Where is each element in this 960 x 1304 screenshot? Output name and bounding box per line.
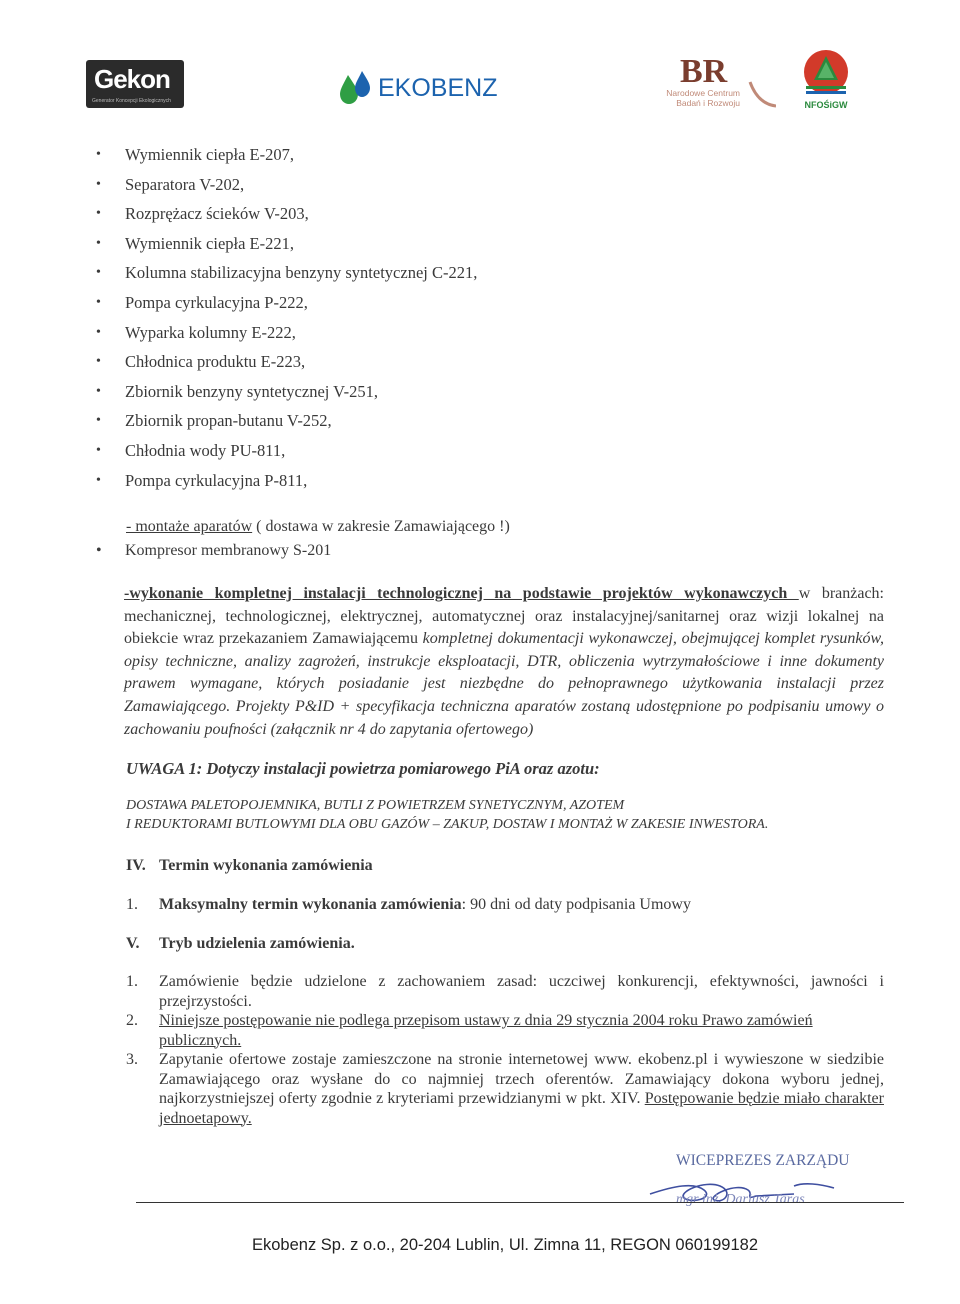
ekobenz-logo-text: EKOBENZ bbox=[378, 73, 498, 102]
list-item: • Wyparka kolumny E-222, bbox=[96, 318, 477, 348]
nfosigw-logo bbox=[796, 46, 856, 112]
gekon-logo bbox=[86, 60, 184, 108]
list-item: • Rozprężacz ścieków V-203, bbox=[96, 199, 477, 229]
divider bbox=[136, 1202, 904, 1203]
footer-address: Ekobenz Sp. z o.o., 20-204 Lublin, Ul. Zimna 11, REGON 060199182 bbox=[252, 1236, 758, 1254]
nfosigw-emblem-icon bbox=[796, 46, 856, 100]
svg-text:BR: BR bbox=[680, 53, 728, 90]
stamp-title: WICEPREZES ZARZĄDU bbox=[676, 1152, 850, 1169]
bullet-icon: • bbox=[96, 542, 102, 559]
list-item: • Kolumna stabilizacyjna benzyny syntetycznej C-221, bbox=[96, 258, 477, 288]
gekon-logo-text: Gekon bbox=[94, 64, 170, 94]
uwaga-line-2: I REDUKTORAMI BUTLOWYMI DLA OBU GAZÓW – ZAKUP, DOSTAW I MONTAŻ W ZAKESIE INWESTORA. bbox=[126, 817, 769, 832]
drops-icon bbox=[338, 69, 372, 107]
nfosigw-logo-text: NFOŚiGW bbox=[804, 100, 848, 110]
list-item: 2. Niniejsze postępowanie nie podlega przepisom ustawy z dnia 29 stycznia 2004 roku Prawo zamówień publicznych. bbox=[126, 1012, 813, 1049]
section-4-heading: IV. Termin wykonania zamówienia bbox=[126, 857, 373, 874]
list-item: • Zbiornik benzyny syntetycznej V-251, bbox=[96, 377, 477, 407]
montaze-heading: - montaże aparatów ( dostawa w zakresie Zamawiającego !) bbox=[126, 518, 510, 535]
wykonanie-paragraph: -wykonanie kompletnej instalacji technologicznej na podstawie projektów wykonawczych w branżach: mechanicznej, technologicznej, elektrycznej, automatycznej oraz instalacyjnej/sanitarnej oraz wizji lokalnej na obiekcie wraz przekazaniem Zamawiającemu kompletnej dokumentacji wykonawczej, obejmującej komplet rysunków, opisy techniczne, analizy zagrożeń, instrukcje eksploatacji, DTR, obliczenia wytrzymałościowe i inne dokumenty prawem wymagane, których posiadanie jest niezbędne do pełnoprawnego użytkowania instalacji przez Zamawiającego. Projekty P&ID + specyfikacja techniczna aparatów zostaną udostępnione po podpisaniu umowy o zachowaniu poufności (załącznik nr 4 do zapytania ofertowego) bbox=[124, 585, 885, 738]
list-item: • Separatora V-202, bbox=[96, 170, 477, 200]
section-5-heading: V. Tryb udzielenia zamówienia. bbox=[126, 935, 355, 952]
list-item: 1. Zamówienie będzie udzielone z zachowaniem zasad: uczciwej konkurencji, efektywności, jawności i przejrzystości. bbox=[126, 973, 884, 1010]
uwaga-title: UWAGA 1: Dotyczy instalacji powietrza pomiarowego PiA oraz azotu: bbox=[126, 759, 600, 778]
ncbr-logo-caption: Narodowe Centrum Badań i Rozwoju bbox=[666, 88, 740, 108]
list-item: • Zbiornik propan-butanu V-252, bbox=[96, 406, 477, 436]
list-item: • Wymiennik ciepła E-221, bbox=[96, 229, 477, 259]
list-item: • Pompa cyrkulacyjna P-811, bbox=[96, 466, 477, 496]
list-item: • Chłodnia wody PU-811, bbox=[96, 436, 477, 466]
section-4-item: 1. Maksymalny termin wykonania zamówienia: 90 dni od daty podpisania Umowy bbox=[126, 896, 691, 913]
list-item: • Pompa cyrkulacyjna P-222, bbox=[96, 288, 477, 318]
list-item: • Chłodnica produktu E-223, bbox=[96, 347, 477, 377]
stamp-name: mgr inż. Dariusz Taras bbox=[676, 1192, 805, 1207]
uwaga-line-1: DOSTAWA PALETOPOJEMNIKA, BUTLI Z POWIETRZEM SYNETYCZNYM, AZOTEM bbox=[126, 798, 625, 813]
ncbr-logo bbox=[660, 52, 776, 112]
gekon-logo-subtitle: Generator Koncepcji Ekologicznych bbox=[92, 98, 171, 104]
ekobenz-logo bbox=[338, 68, 497, 108]
section-5-list bbox=[126, 972, 884, 1128]
list-item: • Wymiennik ciepła E-207, bbox=[96, 140, 477, 170]
montaze-item: • Kompresor membranowy S-201 bbox=[96, 540, 331, 563]
equipment-list bbox=[96, 140, 477, 495]
list-item: 3. Zapytanie ofertowe zostaje zamieszczone na stronie internetowej www. ekobenz.pl i wywieszone w siedzibie Zamawiającego oraz wysłane do co najmniej trzech oferentów. Zamawiający dokona wyboru jednej, najkorzystniejszej oferty zgodnie z kryteriami przewidzianymi w pkt. XIV. Postępowanie będzie miało charakter jednoetapowy. bbox=[126, 1051, 884, 1127]
